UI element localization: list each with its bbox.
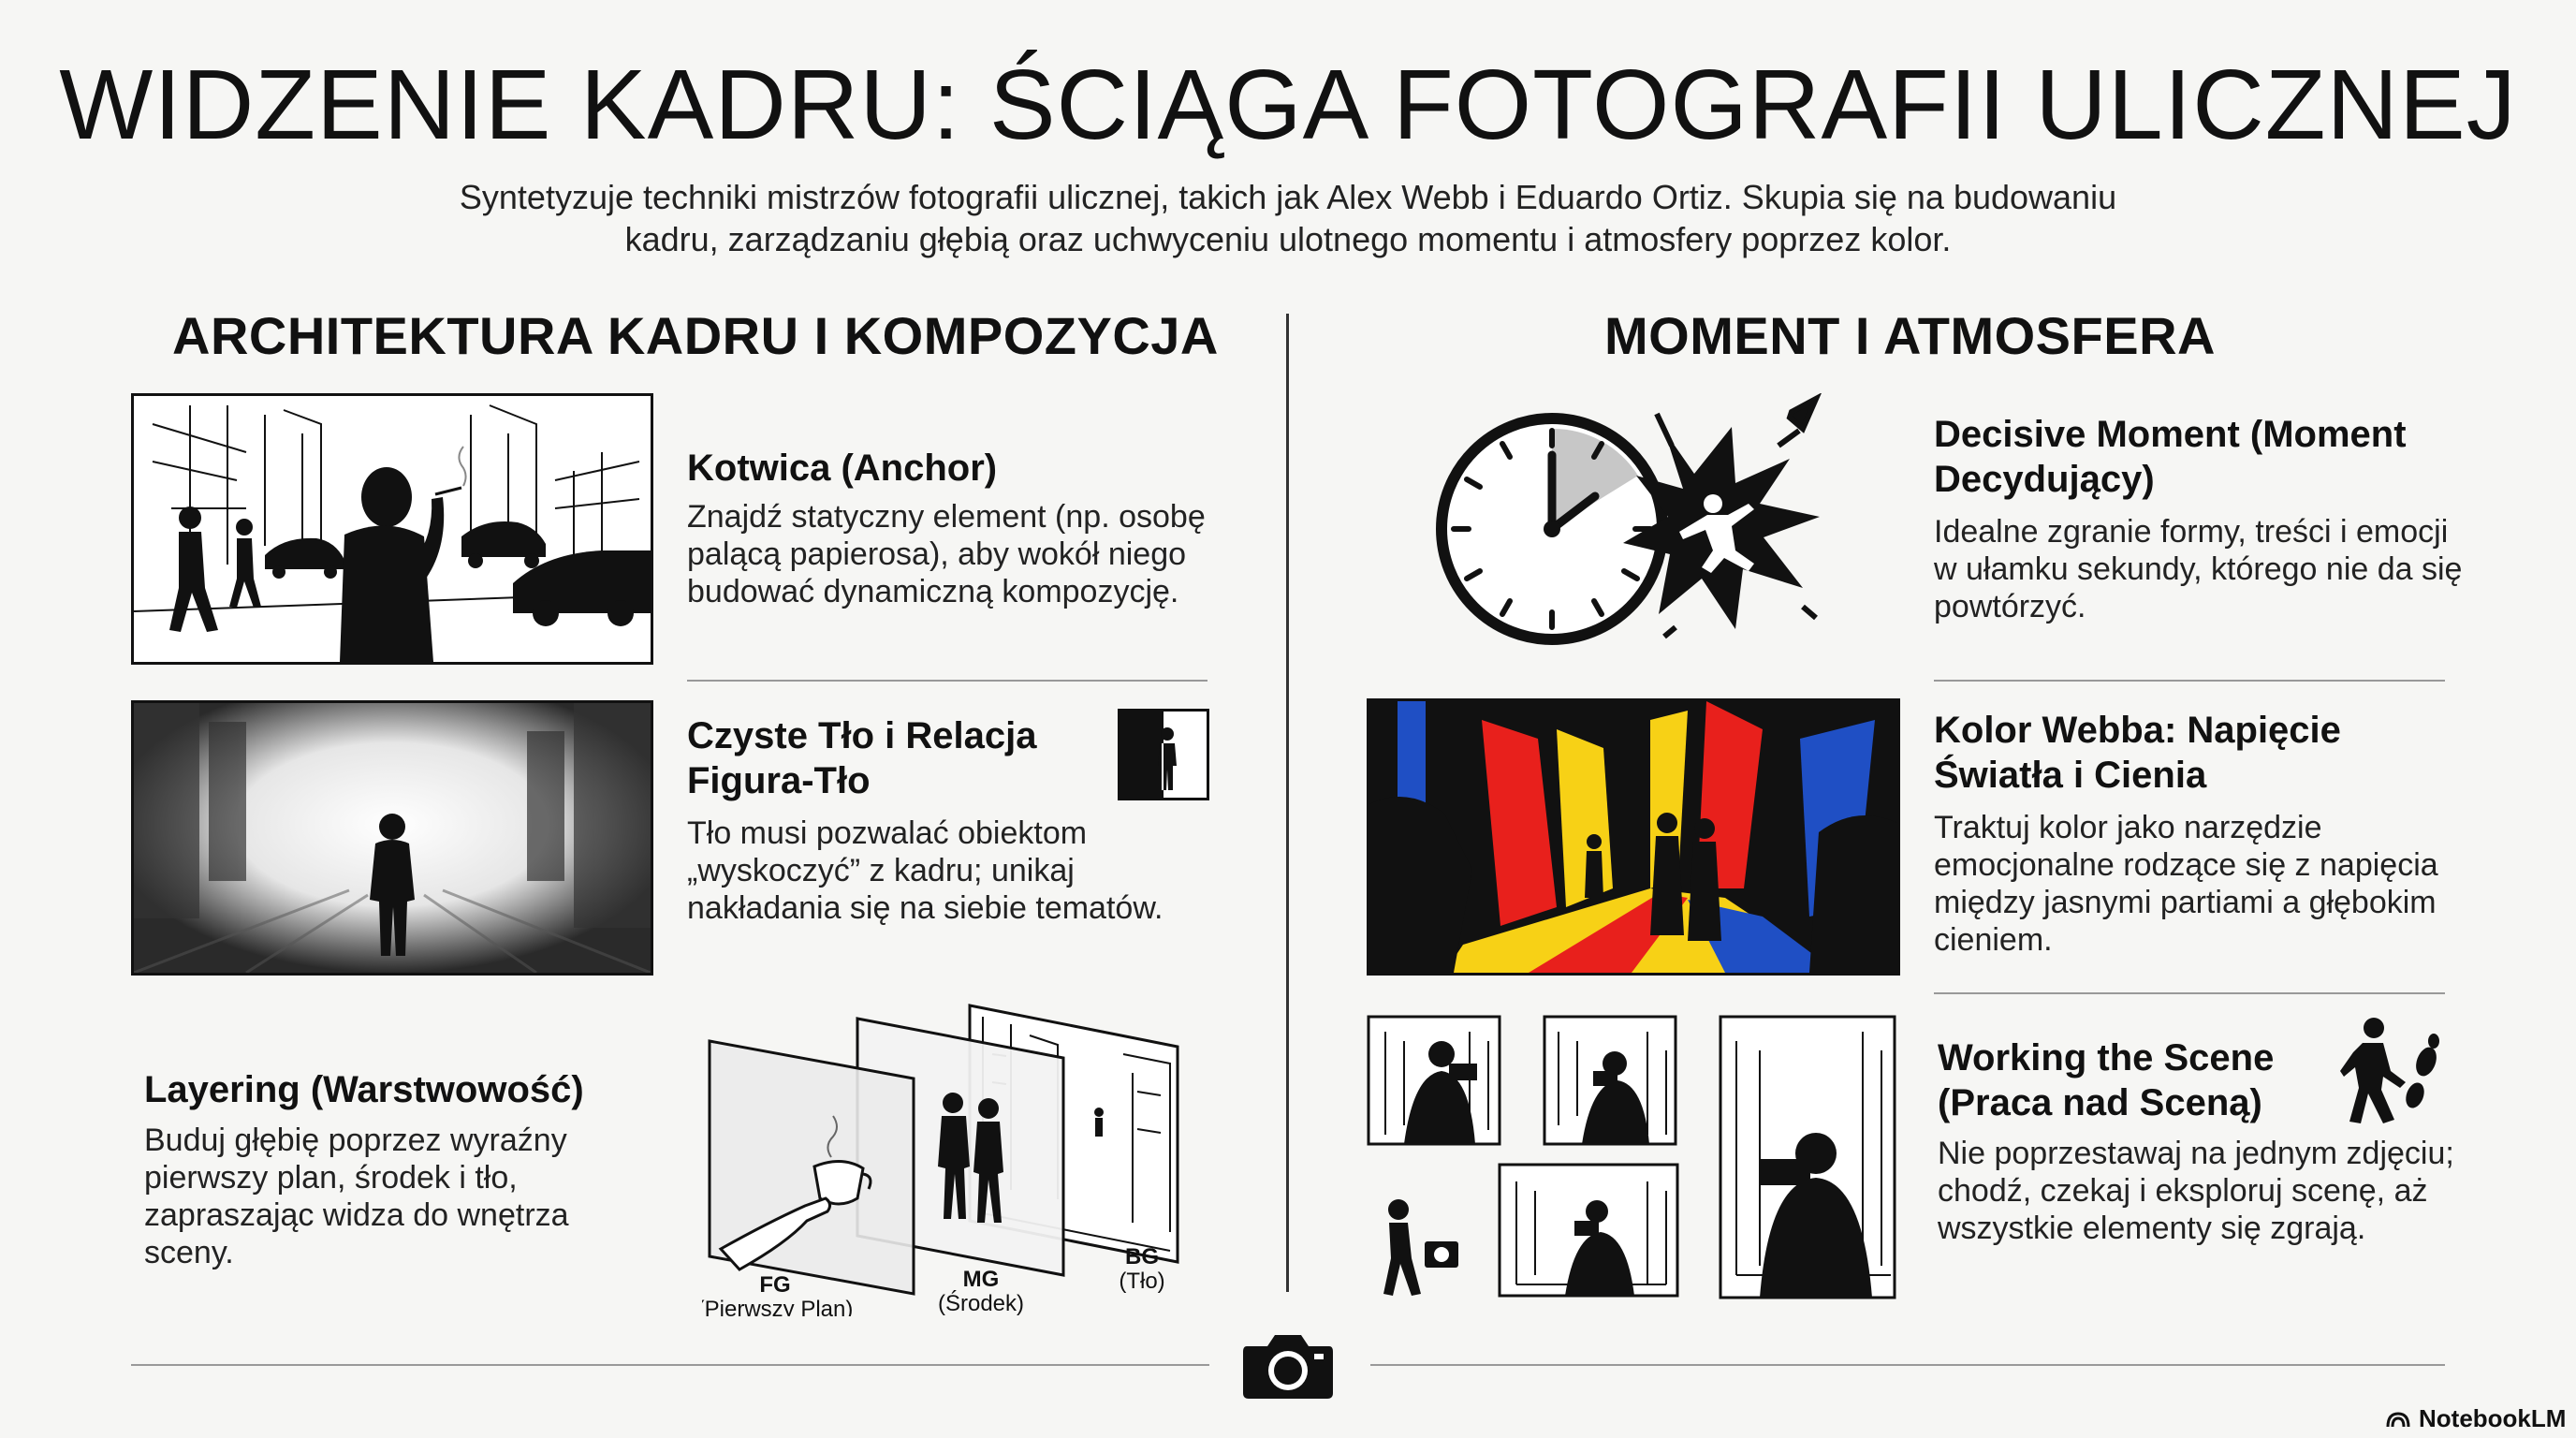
decisive-moment-illustration xyxy=(1430,393,1842,655)
layering-diagram xyxy=(702,998,1189,1316)
layering-title: Layering (Warstwowość) xyxy=(144,1069,584,1110)
footer-line-right xyxy=(1370,1364,2445,1366)
brand-label: NotebookLM xyxy=(2419,1404,2567,1432)
notebooklm-logo-icon xyxy=(2385,1410,2411,1429)
right-divider-2 xyxy=(1934,992,2445,994)
fg-panel xyxy=(710,1041,914,1294)
walking-person-icon xyxy=(2340,1015,2449,1127)
figure-ground-title: Czyste Tło i Relacja Figura-Tło xyxy=(687,715,1037,801)
bg-name: (Tło) xyxy=(1119,1269,1165,1294)
right-divider-1 xyxy=(1934,680,2445,682)
right-section-heading: MOMENT I ATMOSFERA xyxy=(1604,306,2216,365)
page-title: WIDZENIE KADRU: ŚCIĄGA FOTOGRAFII ULICZNEJ xyxy=(59,50,2517,160)
decisive-moment-title: Decisive Moment (Moment Decydujący) xyxy=(1934,414,2407,500)
center-divider xyxy=(1286,314,1289,1292)
bg-code: BG xyxy=(1125,1244,1159,1269)
decisive-moment-body: Idealne zgranie formy, treści i emocji w ułamku sekundy, którego nie da się powtórzyć. xyxy=(1934,514,2463,624)
webb-color-title: Kolor Webba: Napięcie Światła i Cienia xyxy=(1934,710,2341,796)
working-scene-collage xyxy=(1367,1013,1910,1303)
page-subtitle: Syntetyzuje techniki mistrzów fotografii ulicznej, takich jak Alex Webb i Eduardo Ortiz. Skupia się na budowaniu kadru, zarządzaniu głębią oraz uchwyceniu ulotnego momentu i atmosfery poprzez kolor. xyxy=(459,178,2117,258)
anchor-body: Znajdź statyczny element (np. osobę palącą papierosa), aby wokół niego budować dynamiczną kompozycję. xyxy=(687,499,1206,609)
camera-icon xyxy=(1241,1328,1335,1401)
fg-name: (Pierwszy Plan) xyxy=(702,1297,854,1316)
fg-code: FG xyxy=(759,1272,791,1298)
brand-mark xyxy=(2385,1404,2566,1433)
layering-body: Buduj głębię poprzez wyraźny pierwszy plan, środek i tło, zapraszając widza do wnętrza sceny. xyxy=(144,1123,569,1270)
figure-ground-body: Tło musi pozwalać obiektom „wyskoczyć” z kadru; unikaj nakładania się na siebie tematów. xyxy=(687,815,1164,926)
footprint-icon xyxy=(2403,1034,2440,1110)
webb-color-illustration xyxy=(1367,698,1900,976)
mg-code: MG xyxy=(962,1267,1000,1292)
working-scene-body: Nie poprzestawaj na jednym zdjęciu; chodź, czekaj i eksploruj scenę, aż wszystkie elementy się zgrają. xyxy=(1938,1136,2454,1246)
working-scene-title: Working the Scene (Praca nad Sceną) xyxy=(1938,1037,2275,1123)
anchor-title: Kotwica (Anchor) xyxy=(687,448,998,489)
webb-color-body: Traktuj kolor jako narzędzie emocjonalne rodzące się z napięcia między jasnymi partiami a głębokim cieniem. xyxy=(1934,810,2438,958)
anchor-illustration xyxy=(131,393,653,665)
figure-ground-illustration xyxy=(131,700,653,976)
clock-icon xyxy=(1442,418,1662,639)
left-divider-1 xyxy=(687,680,1208,682)
standing-person-icon xyxy=(1118,709,1209,800)
mg-name: (Środek) xyxy=(937,1291,1025,1316)
footer-line-left xyxy=(131,1364,1209,1366)
left-section-heading: ARCHITEKTURA KADRU I KOMPOZYCJA xyxy=(172,306,1219,365)
